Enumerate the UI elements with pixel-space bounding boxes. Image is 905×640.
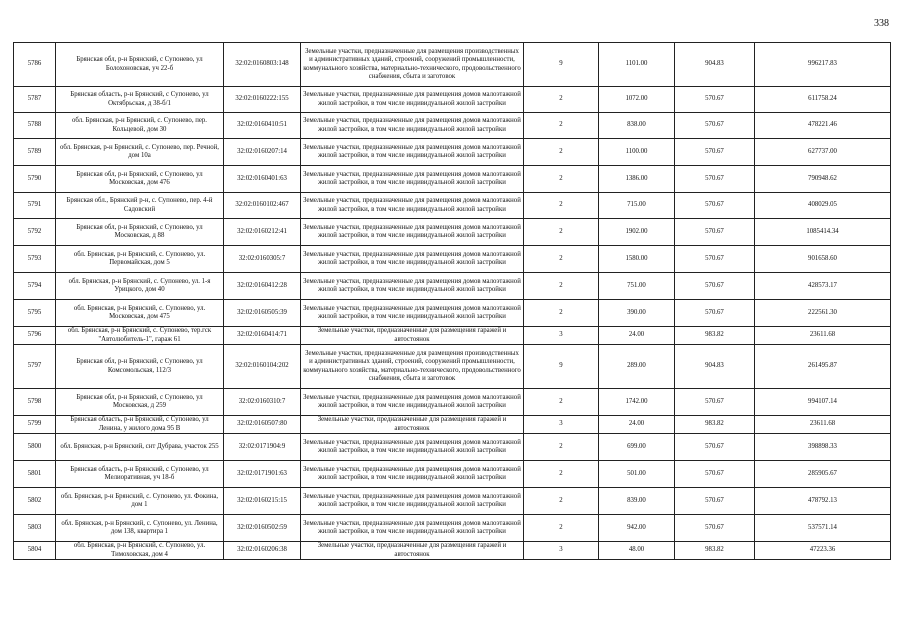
specific-value-cell: 570.67 bbox=[675, 193, 755, 219]
address-cell: Брянская обл., Брянский р-н, с. Супонево, пер. 4-й Садовский bbox=[56, 193, 224, 219]
table-row bbox=[14, 193, 891, 219]
land-use-cell: Земельные участки, предназначенные для размещения гаражей и автостоянок bbox=[301, 416, 524, 434]
use-group-cell: 2 bbox=[524, 139, 599, 166]
use-group-cell: 3 bbox=[524, 542, 599, 560]
cadastral-value-cell: 222561.30 bbox=[755, 300, 891, 327]
use-group-cell: 2 bbox=[524, 461, 599, 488]
row-number-cell: 5795 bbox=[14, 300, 56, 327]
land-use-cell: Земельные участки, предназначенные для размещения домов малоэтажной жилой застройки, в том числе индивидуальной жилой застройки bbox=[301, 193, 524, 219]
cadastral-number-cell: 32:02:0160104:202 bbox=[224, 345, 301, 389]
use-group-cell: 2 bbox=[524, 113, 599, 139]
table-row bbox=[14, 515, 891, 542]
row-number-cell: 5788 bbox=[14, 113, 56, 139]
table-row bbox=[14, 139, 891, 166]
cadastral-value-cell: 398898.33 bbox=[755, 434, 891, 461]
specific-value-cell: 570.67 bbox=[675, 461, 755, 488]
address-cell: Брянская обл, р-н Брянский, с Супонево, ул Московская, д 88 bbox=[56, 219, 224, 246]
address-cell: обл. Брянская, р-н Брянский, с. Супонево, пер. Кольцевой, дом 30 bbox=[56, 113, 224, 139]
cadastral-value-cell: 23611.68 bbox=[755, 327, 891, 345]
specific-value-cell: 570.67 bbox=[675, 488, 755, 515]
area-cell: 751.00 bbox=[599, 273, 675, 300]
use-group-cell: 2 bbox=[524, 87, 599, 113]
use-group-cell: 2 bbox=[524, 166, 599, 193]
area-cell: 1742.00 bbox=[599, 389, 675, 416]
specific-value-cell: 983.82 bbox=[675, 327, 755, 345]
row-number-cell: 5799 bbox=[14, 416, 56, 434]
row-number-cell: 5796 bbox=[14, 327, 56, 345]
specific-value-cell: 570.67 bbox=[675, 300, 755, 327]
specific-value-cell: 904.83 bbox=[675, 43, 755, 87]
address-cell: обл. Брянская, р-н Брянский, с. Супонево, ул. Ленина, дом 138, квартира 1 bbox=[56, 515, 224, 542]
cadastral-number-cell: 32:02:0160502:59 bbox=[224, 515, 301, 542]
land-use-cell: Земельные участки, предназначенные для размещения гаражей и автостоянок bbox=[301, 327, 524, 345]
land-use-cell: Земельные участки, предназначенные для размещения домов малоэтажной жилой застройки, в том числе индивидуальной жилой застройки bbox=[301, 246, 524, 273]
area-cell: 390.00 bbox=[599, 300, 675, 327]
cadastral-number-cell: 32:02:0160310:7 bbox=[224, 389, 301, 416]
row-number-cell: 5787 bbox=[14, 87, 56, 113]
cadastral-number-cell: 32:02:0160507:80 bbox=[224, 416, 301, 434]
area-cell: 839.00 bbox=[599, 488, 675, 515]
cadastral-number-cell: 32:02:0160206:38 bbox=[224, 542, 301, 560]
row-number-cell: 5801 bbox=[14, 461, 56, 488]
address-cell: Брянская область, р-н Брянский, с Супонево, ул Ленина, у жилого дома 95 В bbox=[56, 416, 224, 434]
land-use-cell: Земельные участки, предназначенные для размещения домов малоэтажной жилой застройки, в том числе индивидуальной жилой застройки bbox=[301, 389, 524, 416]
address-cell: Брянская область, р-н Брянский, с Супонево, ул Октябрьская, д 38-б/1 bbox=[56, 87, 224, 113]
cadastral-value-cell: 23611.68 bbox=[755, 416, 891, 434]
land-use-cell: Земельные участки, предназначенные для размещения домов малоэтажной жилой застройки, в том числе индивидуальной жилой застройки bbox=[301, 434, 524, 461]
land-use-cell: Земельные участки, предназначенные для размещения производственных и административных зданий, строений, сооружений промышленности, коммунального хозяйства, материально-технического, продовольственного снабжения, сбыта и заготовок bbox=[301, 345, 524, 389]
land-use-cell: Земельные участки, предназначенные для размещения домов малоэтажной жилой застройки, в том числе индивидуальной жилой застройки bbox=[301, 461, 524, 488]
cadastral-number-cell: 32:02:0160222:155 bbox=[224, 87, 301, 113]
land-use-cell: Земельные участки, предназначенные для размещения домов малоэтажной жилой застройки, в том числе индивидуальной жилой застройки bbox=[301, 273, 524, 300]
specific-value-cell: 570.67 bbox=[675, 166, 755, 193]
use-group-cell: 9 bbox=[524, 43, 599, 87]
use-group-cell: 2 bbox=[524, 193, 599, 219]
cadastral-value-cell: 478221.46 bbox=[755, 113, 891, 139]
cadastral-value-cell: 901658.60 bbox=[755, 246, 891, 273]
table-row bbox=[14, 461, 891, 488]
address-cell: Брянская обл, р-н Брянский, с Супонево, ул Московская, д 259 bbox=[56, 389, 224, 416]
area-cell: 501.00 bbox=[599, 461, 675, 488]
row-number-cell: 5798 bbox=[14, 389, 56, 416]
cadastral-number-cell: 32:02:0160505:39 bbox=[224, 300, 301, 327]
use-group-cell: 3 bbox=[524, 416, 599, 434]
row-number-cell: 5797 bbox=[14, 345, 56, 389]
address-cell: Брянская обл, р-н Брянский, с Супонево, ул Болохоновская, уч 22-б bbox=[56, 43, 224, 87]
area-cell: 24.00 bbox=[599, 416, 675, 434]
area-cell: 1100.00 bbox=[599, 139, 675, 166]
address-cell: обл. Брянская, р-н Брянский, снт Дубрава, участок 255 bbox=[56, 434, 224, 461]
land-use-cell: Земельные участки, предназначенные для размещения домов малоэтажной жилой застройки, в том числе индивидуальной жилой застройки bbox=[301, 139, 524, 166]
row-number-cell: 5802 bbox=[14, 488, 56, 515]
address-cell: обл. Брянская, р-н Брянский, с. Супонево, ул. Московская, дом 475 bbox=[56, 300, 224, 327]
specific-value-cell: 570.67 bbox=[675, 515, 755, 542]
area-cell: 715.00 bbox=[599, 193, 675, 219]
area-cell: 1580.00 bbox=[599, 246, 675, 273]
address-cell: обл. Брянская, р-н Брянский, с. Супонево, ул. 1-я Урицкого, дом 40 bbox=[56, 273, 224, 300]
use-group-cell: 2 bbox=[524, 515, 599, 542]
table-row bbox=[14, 166, 891, 193]
cadastral-value-table bbox=[13, 42, 891, 560]
table-row bbox=[14, 87, 891, 113]
land-use-cell: Земельные участки, предназначенные для размещения домов малоэтажной жилой застройки, в том числе индивидуальной жилой застройки bbox=[301, 113, 524, 139]
cadastral-number-cell: 32:02:0160803:148 bbox=[224, 43, 301, 87]
specific-value-cell: 570.67 bbox=[675, 273, 755, 300]
cadastral-value-cell: 285905.67 bbox=[755, 461, 891, 488]
table-row bbox=[14, 300, 891, 327]
specific-value-cell: 570.67 bbox=[675, 219, 755, 246]
use-group-cell: 2 bbox=[524, 434, 599, 461]
row-number-cell: 5792 bbox=[14, 219, 56, 246]
table-row bbox=[14, 434, 891, 461]
area-cell: 1386.00 bbox=[599, 166, 675, 193]
specific-value-cell: 570.67 bbox=[675, 87, 755, 113]
land-use-cell: Земельные участки, предназначенные для размещения домов малоэтажной жилой застройки, в том числе индивидуальной жилой застройки bbox=[301, 219, 524, 246]
land-use-cell: Земельные участки, предназначенные для размещения домов малоэтажной жилой застройки, в том числе индивидуальной жилой застройки bbox=[301, 515, 524, 542]
row-number-cell: 5793 bbox=[14, 246, 56, 273]
area-cell: 48.00 bbox=[599, 542, 675, 560]
cadastral-value-cell: 1085414.34 bbox=[755, 219, 891, 246]
specific-value-cell: 570.67 bbox=[675, 113, 755, 139]
cadastral-number-cell: 32:02:0160414:71 bbox=[224, 327, 301, 345]
row-number-cell: 5804 bbox=[14, 542, 56, 560]
table-row bbox=[14, 488, 891, 515]
address-cell: обл. Брянская, р-н Брянский, с. Супонево, ул. Фокина, дом 1 bbox=[56, 488, 224, 515]
address-cell: обл. Брянская, р-н Брянский, с. Супонево, тер.гск "Автолюбитель-1", гараж 61 bbox=[56, 327, 224, 345]
cadastral-number-cell: 32:02:0171901:63 bbox=[224, 461, 301, 488]
cadastral-number-cell: 32:02:0160305:7 bbox=[224, 246, 301, 273]
row-number-cell: 5789 bbox=[14, 139, 56, 166]
area-cell: 289.00 bbox=[599, 345, 675, 389]
row-number-cell: 5791 bbox=[14, 193, 56, 219]
specific-value-cell: 570.67 bbox=[675, 434, 755, 461]
cadastral-value-cell: 261495.87 bbox=[755, 345, 891, 389]
table-row bbox=[14, 273, 891, 300]
area-cell: 838.00 bbox=[599, 113, 675, 139]
cadastral-number-cell: 32:02:0160102:467 bbox=[224, 193, 301, 219]
use-group-cell: 9 bbox=[524, 345, 599, 389]
cadastral-number-cell: 32:02:0160207:14 bbox=[224, 139, 301, 166]
row-number-cell: 5790 bbox=[14, 166, 56, 193]
cadastral-value-cell: 996217.83 bbox=[755, 43, 891, 87]
table-row bbox=[14, 43, 891, 87]
cadastral-number-cell: 32:02:0160401:63 bbox=[224, 166, 301, 193]
area-cell: 1072.00 bbox=[599, 87, 675, 113]
specific-value-cell: 570.67 bbox=[675, 246, 755, 273]
table-row bbox=[14, 327, 891, 345]
cadastral-value-cell: 994107.14 bbox=[755, 389, 891, 416]
land-use-cell: Земельные участки, предназначенные для размещения домов малоэтажной жилой застройки, в том числе индивидуальной жилой застройки bbox=[301, 488, 524, 515]
area-cell: 1902.00 bbox=[599, 219, 675, 246]
cadastral-value-cell: 428573.17 bbox=[755, 273, 891, 300]
address-cell: Брянская обл, р-н Брянский, с Супонево, ул Комсомольская, 112/3 bbox=[56, 345, 224, 389]
use-group-cell: 2 bbox=[524, 219, 599, 246]
use-group-cell: 3 bbox=[524, 327, 599, 345]
use-group-cell: 2 bbox=[524, 246, 599, 273]
cadastral-value-cell: 47223.36 bbox=[755, 542, 891, 560]
cadastral-number-cell: 32:02:0171904:9 bbox=[224, 434, 301, 461]
address-cell: Брянская обл, р-н Брянский, с Супонево, ул Московская, дом 476 bbox=[56, 166, 224, 193]
specific-value-cell: 983.82 bbox=[675, 542, 755, 560]
cadastral-value-cell: 537571.14 bbox=[755, 515, 891, 542]
address-cell: обл. Брянская, р-н Брянский, с. Супонево, пер. Речной, дом 10а bbox=[56, 139, 224, 166]
use-group-cell: 2 bbox=[524, 488, 599, 515]
cadastral-value-cell: 611758.24 bbox=[755, 87, 891, 113]
area-cell: 699.00 bbox=[599, 434, 675, 461]
table-body bbox=[14, 43, 891, 560]
land-use-cell: Земельные участки, предназначенные для размещения домов малоэтажной жилой застройки, в том числе индивидуальной жилой застройки bbox=[301, 166, 524, 193]
area-cell: 24.00 bbox=[599, 327, 675, 345]
area-cell: 942.00 bbox=[599, 515, 675, 542]
table-row bbox=[14, 246, 891, 273]
row-number-cell: 5803 bbox=[14, 515, 56, 542]
table-row bbox=[14, 219, 891, 246]
land-use-cell: Земельные участки, предназначенные для размещения гаражей и автостоянок bbox=[301, 542, 524, 560]
specific-value-cell: 570.67 bbox=[675, 139, 755, 166]
table-row bbox=[14, 389, 891, 416]
address-cell: обл. Брянская, р-н Брянский, с. Супонево, ул. Тимоховская, дом 4 bbox=[56, 542, 224, 560]
page-number: 338 bbox=[874, 18, 889, 29]
table-row bbox=[14, 113, 891, 139]
area-cell: 1101.00 bbox=[599, 43, 675, 87]
address-cell: Брянская область, р-н Брянский, с Супонево, ул Мелиоративная, уч 18-б bbox=[56, 461, 224, 488]
cadastral-value-cell: 627737.00 bbox=[755, 139, 891, 166]
specific-value-cell: 983.82 bbox=[675, 416, 755, 434]
specific-value-cell: 904.83 bbox=[675, 345, 755, 389]
cadastral-number-cell: 32:02:0160215:15 bbox=[224, 488, 301, 515]
cadastral-number-cell: 32:02:0160412:28 bbox=[224, 273, 301, 300]
land-use-cell: Земельные участки, предназначенные для размещения домов малоэтажной жилой застройки, в том числе индивидуальной жилой застройки bbox=[301, 300, 524, 327]
use-group-cell: 2 bbox=[524, 389, 599, 416]
land-use-cell: Земельные участки, предназначенные для размещения производственных и административных зданий, строений, сооружений промышленности, коммунального хозяйства, материально-технического, продовольственного снабжения, сбыта и заготовок bbox=[301, 43, 524, 87]
row-number-cell: 5794 bbox=[14, 273, 56, 300]
cadastral-value-cell: 408029.05 bbox=[755, 193, 891, 219]
cadastral-value-cell: 478792.13 bbox=[755, 488, 891, 515]
use-group-cell: 2 bbox=[524, 300, 599, 327]
row-number-cell: 5800 bbox=[14, 434, 56, 461]
table-row bbox=[14, 542, 891, 560]
address-cell: обл. Брянская, р-н Брянский, с. Супонево, ул. Первомайская, дом 5 bbox=[56, 246, 224, 273]
use-group-cell: 2 bbox=[524, 273, 599, 300]
table-row bbox=[14, 345, 891, 389]
specific-value-cell: 570.67 bbox=[675, 389, 755, 416]
cadastral-number-cell: 32:02:0160410:51 bbox=[224, 113, 301, 139]
row-number-cell: 5786 bbox=[14, 43, 56, 87]
cadastral-number-cell: 32:02:0160212:41 bbox=[224, 219, 301, 246]
table-row bbox=[14, 416, 891, 434]
land-use-cell: Земельные участки, предназначенные для размещения домов малоэтажной жилой застройки, в том числе индивидуальной жилой застройки bbox=[301, 87, 524, 113]
cadastral-value-cell: 790948.62 bbox=[755, 166, 891, 193]
